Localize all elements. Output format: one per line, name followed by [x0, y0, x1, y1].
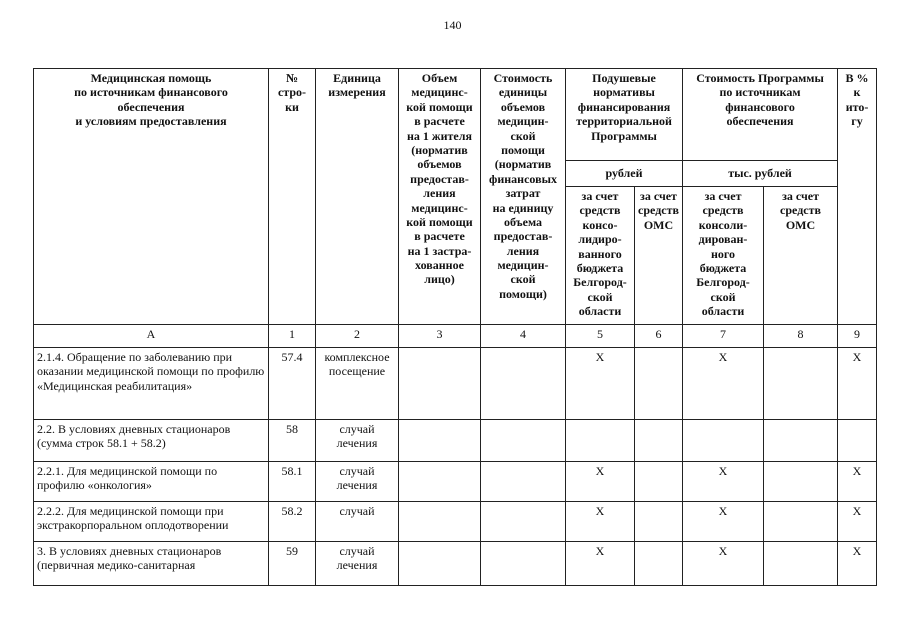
row-percent-cell	[838, 420, 877, 462]
row-per-capita-oms-cell	[635, 502, 683, 542]
column-index-row	[34, 325, 877, 348]
table-row	[34, 542, 877, 586]
row-name-cell: 2.2.1. Для медицинской помощи по профилю «онкология»	[34, 462, 269, 502]
header-col-9: В % к ито- гу	[838, 69, 877, 325]
row-unit-cell: случай лечения	[316, 542, 399, 586]
row-unit-cell: случай лечения	[316, 462, 399, 502]
index-cell: 6	[635, 325, 683, 348]
row-per-capita-budget-cell: X	[566, 462, 635, 502]
index-cell: А	[34, 325, 269, 348]
row-unit-cell: случай	[316, 502, 399, 542]
row-unit-cost-cell	[481, 502, 566, 542]
row-percent-cell: X	[838, 348, 877, 420]
table-row	[34, 348, 877, 420]
row-percent-cell: X	[838, 502, 877, 542]
header-unit-rubles: рублей	[566, 161, 683, 187]
row-line-number-cell: 58	[269, 420, 316, 462]
row-unit-cost-cell	[481, 462, 566, 502]
row-name-cell: 2.2. В условиях дневных стационаров (сумма строк 58.1 + 58.2)	[34, 420, 269, 462]
page-number: 140	[443, 18, 462, 32]
header-unit-thousand-rubles: тыс. рублей	[683, 161, 838, 187]
row-per-capita-budget-cell: X	[566, 542, 635, 586]
index-cell: 1	[269, 325, 316, 348]
index-cell: 9	[838, 325, 877, 348]
row-per-capita-oms-cell	[635, 462, 683, 502]
table-body	[34, 348, 877, 586]
row-per-capita-oms-cell	[635, 542, 683, 586]
header-col-5: за счет средств консо- лидиро- ванного бюджета Белгород- ской области	[566, 187, 635, 325]
row-volume-cell	[399, 420, 481, 462]
table-row	[34, 462, 877, 502]
header-col-a: Медицинская помощь по источникам финансового обеспечения и условиям предоставления	[34, 69, 269, 325]
row-name-cell: 3. В условиях дневных стационаров (первичная медико-санитарная	[34, 542, 269, 586]
row-unit-cost-cell	[481, 542, 566, 586]
row-line-number-cell: 57.4	[269, 348, 316, 420]
row-name-cell: 2.2.2. Для медицинской помощи при экстракорпоральном оплодотворении	[34, 502, 269, 542]
row-line-number-cell: 58.2	[269, 502, 316, 542]
index-cell: 4	[481, 325, 566, 348]
row-per-capita-oms-cell	[635, 348, 683, 420]
header-col-8: за счет средств ОМС	[764, 187, 838, 325]
row-cost-budget-cell: X	[683, 502, 764, 542]
row-cost-budget-cell: X	[683, 462, 764, 502]
row-volume-cell	[399, 502, 481, 542]
index-cell: 8	[764, 325, 838, 348]
index-cell: 2	[316, 325, 399, 348]
table-header	[34, 69, 877, 348]
financing-table	[33, 68, 877, 586]
index-cell: 7	[683, 325, 764, 348]
row-cost-oms-cell	[764, 462, 838, 502]
row-cost-oms-cell	[764, 420, 838, 462]
row-cost-oms-cell	[764, 348, 838, 420]
table-row	[34, 502, 877, 542]
row-cost-budget-cell: X	[683, 542, 764, 586]
table-row	[34, 420, 877, 462]
index-cell: 5	[566, 325, 635, 348]
row-per-capita-budget-cell	[566, 420, 635, 462]
row-volume-cell	[399, 542, 481, 586]
header-col-7: за счет средств консоли- дирован- ного бюджета Белгород- ской области	[683, 187, 764, 325]
row-per-capita-budget-cell: X	[566, 502, 635, 542]
row-cost-budget-cell: X	[683, 348, 764, 420]
row-unit-cell: случай лечения	[316, 420, 399, 462]
row-cost-budget-cell	[683, 420, 764, 462]
row-per-capita-oms-cell	[635, 420, 683, 462]
row-percent-cell: X	[838, 462, 877, 502]
row-cost-oms-cell	[764, 542, 838, 586]
header-col-4: Стоимость единицы объемов медицин- ской помощи (норматив финансовых затрат на единицу объема предостав- ления медицин- ской помощи)	[481, 69, 566, 325]
header-col-2: Единица измерения	[316, 69, 399, 325]
row-line-number-cell: 58.1	[269, 462, 316, 502]
header-group-program-cost: Стоимость Программы по источникам финансового обеспечения	[683, 69, 838, 161]
header-group-per-capita: Подушевые нормативы финансирования территориальной Программы	[566, 69, 683, 161]
row-unit-cost-cell	[481, 420, 566, 462]
row-unit-cell: комплексное посещение	[316, 348, 399, 420]
row-line-number-cell: 59	[269, 542, 316, 586]
row-unit-cost-cell	[481, 348, 566, 420]
index-cell: 3	[399, 325, 481, 348]
row-per-capita-budget-cell: X	[566, 348, 635, 420]
header-col-6: за счет средств ОМС	[635, 187, 683, 325]
row-name-cell: 2.1.4. Обращение по заболеванию при оказании медицинской помощи по профилю «Медицинская реабилитация»	[34, 348, 269, 420]
row-percent-cell: X	[838, 542, 877, 586]
row-volume-cell	[399, 348, 481, 420]
header-col-1: № стро- ки	[269, 69, 316, 325]
row-cost-oms-cell	[764, 502, 838, 542]
header-col-3: Объем медицинс- кой помощи в расчете на 1 жителя (норматив объемов предостав- ления медицинс- кой помощи в расчете на 1 застра- хованное лицо)	[399, 69, 481, 325]
row-volume-cell	[399, 462, 481, 502]
